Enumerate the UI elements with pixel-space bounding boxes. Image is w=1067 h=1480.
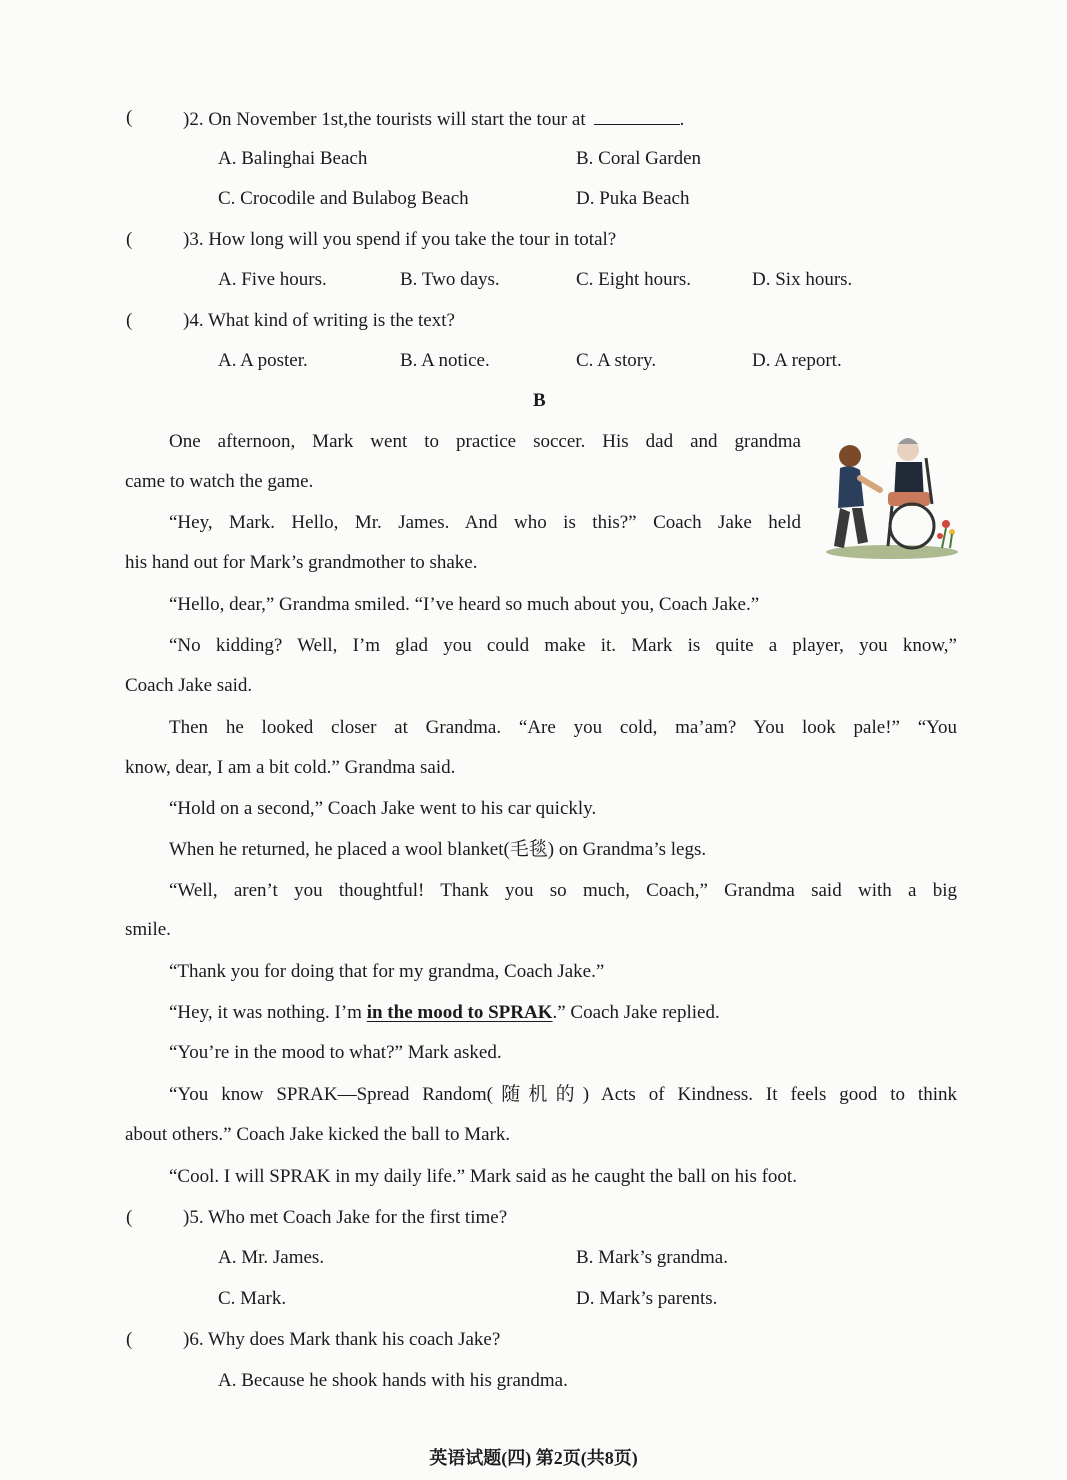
underlined-phrase: in the mood to SPRAK xyxy=(366,1002,553,1023)
q3-option-b: B. Two days. xyxy=(400,269,500,290)
page-footer: 英语试题(四) 第2页(共8页) xyxy=(429,1448,638,1468)
question-6-stem: )6. Why does Mark thank his coach Jake? xyxy=(183,1329,501,1350)
q2-option-c: C. Crocodile and Bulabog Beach xyxy=(218,188,469,209)
passage-line: know, dear, I am a bit cold.” Grandma said. xyxy=(125,757,456,778)
passage-line: “Well, aren’t you thoughtful! Thank you so much, Coach,” Grandma said with a big xyxy=(169,880,957,901)
passage-line: came to watch the game. xyxy=(125,471,314,492)
passage-line: “Hey, Mark. Hello, Mr. James. And who is this?” Coach Jake held xyxy=(169,512,801,533)
q5-option-c: C. Mark. xyxy=(218,1288,287,1309)
q5-option-b: B. Mark’s grandma. xyxy=(576,1247,728,1268)
passage-line: “You’re in the mood to what?” Mark asked. xyxy=(169,1042,502,1063)
answer-paren-open: ( xyxy=(126,310,133,331)
passage-line: “Thank you for doing that for my grandma, Coach Jake.” xyxy=(169,961,605,982)
answer-paren-open: ( xyxy=(126,107,133,128)
passage-line: Then he looked closer at Grandma. “Are you cold, ma’am? You look pale!” “You xyxy=(169,717,957,738)
passage-line: “Hold on a second,” Coach Jake went to his car quickly. xyxy=(169,798,597,819)
answer-blank xyxy=(594,106,680,125)
q3-option-d: D. Six hours. xyxy=(752,269,853,290)
grandma-wheelchair xyxy=(888,438,934,548)
q2-option-b: B. Coral Garden xyxy=(576,148,702,169)
answer-paren-open: ( xyxy=(126,1207,133,1228)
q2-option-d: D. Puka Beach xyxy=(576,188,690,209)
passage-line: smile. xyxy=(125,919,171,940)
answer-paren-open: ( xyxy=(126,229,133,250)
q3-option-a: A. Five hours. xyxy=(218,269,327,290)
passage-line: When he returned, he placed a wool blanket(毛毯) on Grandma’s legs. xyxy=(169,839,707,860)
q4-option-b: B. A notice. xyxy=(400,350,490,371)
coach-grandma-illustration xyxy=(822,428,960,560)
question-5-stem: )5. Who met Coach Jake for the first time? xyxy=(183,1207,508,1228)
q6-option-a: A. Because he shook hands with his grandma. xyxy=(218,1370,568,1391)
passage-line: “Cool. I will SPRAK in my daily life.” Mark said as he caught the ball on his foot. xyxy=(169,1166,797,1187)
q3-option-c: C. Eight hours. xyxy=(576,269,692,290)
passage-line: Coach Jake said. xyxy=(125,675,253,696)
flowers-icon xyxy=(937,520,955,548)
passage-line: “No kidding? Well, I’m glad you could make it. Mark is quite a player, you know,” xyxy=(169,635,957,656)
passage-line: “Hey, it was nothing. I’m in the mood to SPRAK.” Coach Jake replied. xyxy=(169,1002,720,1023)
passage-line: “You know SPRAK—Spread Random(随机的) Acts of Kindness. It feels good to think xyxy=(169,1084,957,1105)
passage-line: One afternoon, Mark went to practice soccer. His dad and grandma xyxy=(169,431,801,452)
q5-option-d: D. Mark’s parents. xyxy=(576,1288,718,1309)
answer-paren-open: ( xyxy=(126,1329,133,1350)
passage-line: his hand out for Mark’s grandmother to shake. xyxy=(125,552,478,573)
coach-figure xyxy=(834,445,880,548)
section-title: B xyxy=(533,390,546,411)
question-3-stem: )3. How long will you spend if you take the tour in total? xyxy=(183,229,617,250)
q5-option-a: A. Mr. James. xyxy=(218,1247,325,1268)
q4-option-c: C. A story. xyxy=(576,350,657,371)
passage-line: “Hello, dear,” Grandma smiled. “I’ve heard so much about you, Coach Jake.” xyxy=(169,594,760,615)
question-4-stem: )4. What kind of writing is the text? xyxy=(183,310,455,331)
q4-option-d: D. A report. xyxy=(752,350,842,371)
question-2-stem: )2. On November 1st,the tourists will start the tour at . xyxy=(183,106,684,132)
passage-line: about others.” Coach Jake kicked the ball to Mark. xyxy=(125,1124,511,1145)
q2-option-a: A. Balinghai Beach xyxy=(218,148,368,169)
q4-option-a: A. A poster. xyxy=(218,350,308,371)
